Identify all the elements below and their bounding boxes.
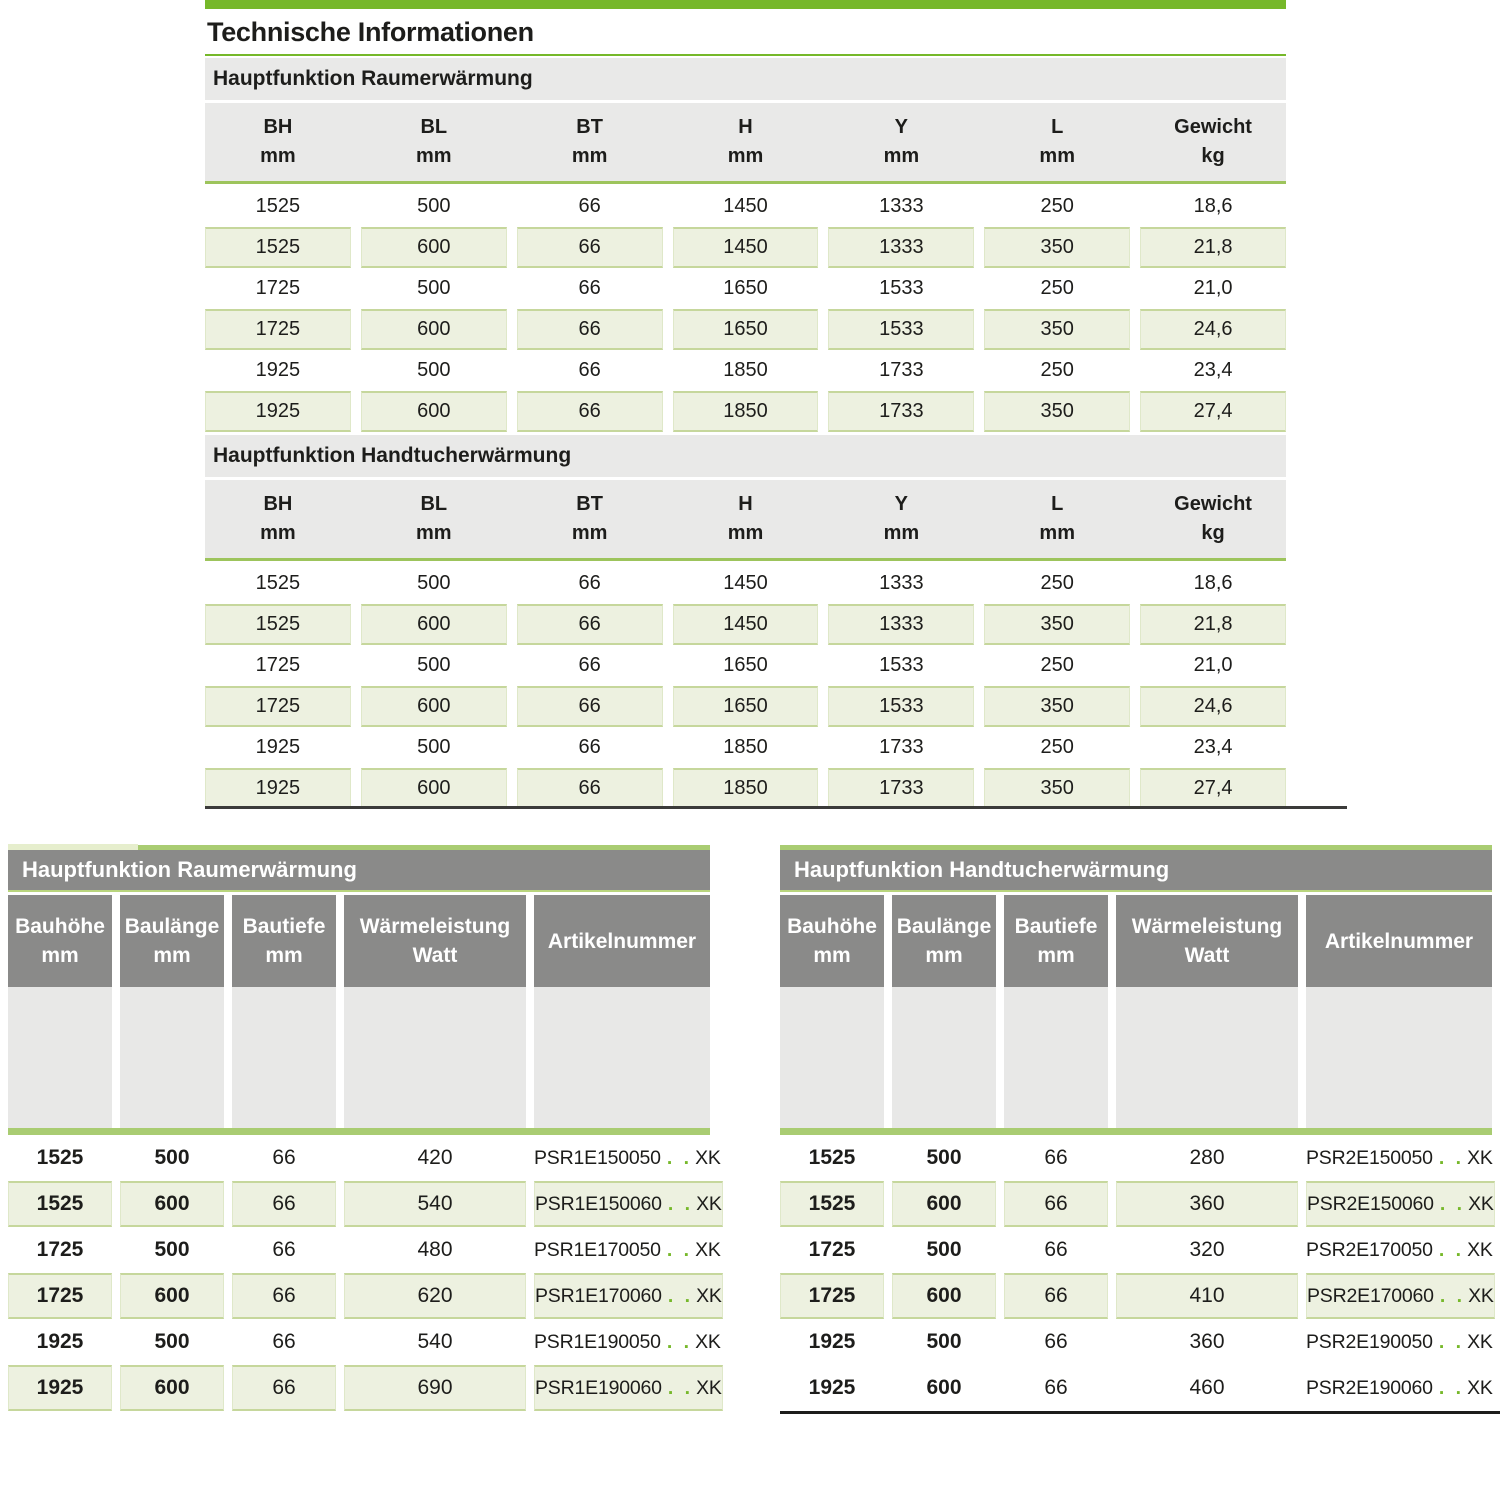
column-unit: mm bbox=[41, 944, 79, 967]
article-number: PSR1E170060 . . XK bbox=[535, 1284, 722, 1307]
table-cell: 66 bbox=[517, 227, 663, 268]
header-separator-bar bbox=[780, 1128, 1492, 1135]
table-cell: 500 bbox=[926, 1330, 962, 1353]
table-cell: 21,0 bbox=[1193, 654, 1233, 676]
table-cell: 21,8 bbox=[1140, 604, 1286, 645]
technical-info-section bbox=[205, 0, 1286, 809]
column-unit: kg bbox=[1201, 145, 1225, 167]
table-cell: 66 bbox=[1044, 1376, 1068, 1399]
column-unit: mm bbox=[260, 522, 296, 544]
column-label: BH bbox=[263, 116, 293, 138]
column-unit: mm bbox=[1039, 522, 1075, 544]
table-cell: 1333 bbox=[828, 227, 974, 268]
spacer-cell bbox=[8, 987, 112, 1128]
table-cell: 460 bbox=[1189, 1376, 1225, 1399]
column-label: Bautiefe bbox=[1014, 915, 1098, 938]
spec-column-header bbox=[984, 113, 1130, 171]
order-column-header bbox=[232, 895, 336, 987]
column-unit: mm bbox=[727, 145, 764, 167]
article-number-cell bbox=[1306, 1273, 1495, 1319]
table-cell: 1450 bbox=[723, 195, 768, 217]
order-table-bottom-rule bbox=[780, 1411, 1500, 1414]
order-table-spacer bbox=[780, 987, 1492, 1128]
table-cell: 1925 bbox=[808, 1376, 856, 1399]
table-row bbox=[780, 1273, 1492, 1319]
table-row bbox=[780, 1181, 1492, 1227]
table-cell: 500 bbox=[417, 277, 451, 299]
table-cell: 1733 bbox=[828, 391, 974, 432]
table-cell: 1733 bbox=[879, 736, 924, 758]
article-number: PSR2E190060 . . XK bbox=[1306, 1376, 1493, 1399]
table-cell: 500 bbox=[417, 195, 451, 217]
table-cell: 1533 bbox=[828, 309, 974, 350]
order-table-title: Hauptfunktion Raumerwärmung bbox=[8, 850, 710, 892]
order-table-header bbox=[780, 895, 1492, 987]
table-cell: 1925 bbox=[205, 768, 351, 809]
table-cell: 600 bbox=[926, 1376, 962, 1399]
table-cell: 1725 bbox=[808, 1238, 856, 1261]
article-placeholder-dots: . . bbox=[1438, 1330, 1465, 1353]
table-cell: 66 bbox=[578, 736, 601, 758]
table-cell: 420 bbox=[417, 1146, 453, 1169]
table-row bbox=[8, 1135, 721, 1181]
table-cell: 66 bbox=[578, 277, 601, 299]
table-cell: 66 bbox=[517, 309, 663, 350]
table-cell: 1925 bbox=[255, 736, 301, 758]
page-title: Technische Informationen bbox=[207, 17, 534, 47]
table-row bbox=[205, 563, 1286, 604]
order-column-header bbox=[780, 895, 884, 987]
order-table-header bbox=[8, 895, 710, 987]
table-cell: 600 bbox=[892, 1273, 996, 1319]
table-cell: 1733 bbox=[828, 768, 974, 809]
table-cell: 66 bbox=[578, 359, 601, 381]
article-number-cell bbox=[1306, 1135, 1493, 1181]
table-cell: 690 bbox=[344, 1365, 526, 1411]
table-cell: 1533 bbox=[879, 277, 924, 299]
article-number: PSR1E150060 . . XK bbox=[535, 1192, 722, 1215]
table-cell: 66 bbox=[232, 1273, 336, 1319]
table-cell: 1650 bbox=[673, 309, 819, 350]
spacer-cell bbox=[1306, 987, 1492, 1128]
table-cell: 1525 bbox=[8, 1181, 112, 1227]
table-cell: 600 bbox=[120, 1365, 224, 1411]
spacer-cell bbox=[1116, 987, 1298, 1128]
table-row bbox=[205, 727, 1286, 768]
column-label: Artikelnummer bbox=[547, 929, 697, 953]
article-number-cell bbox=[534, 1273, 723, 1319]
table-cell: 600 bbox=[361, 604, 507, 645]
table-cell: 1525 bbox=[255, 572, 301, 594]
column-unit: mm bbox=[883, 145, 920, 167]
order-column-header bbox=[344, 895, 526, 987]
table-cell: 600 bbox=[120, 1273, 224, 1319]
table-row bbox=[780, 1227, 1492, 1273]
table-row bbox=[780, 1365, 1492, 1411]
spec-table-header bbox=[205, 103, 1286, 184]
table-row bbox=[8, 1273, 722, 1319]
table-cell: 66 bbox=[578, 654, 601, 676]
article-number: PSR2E190050 . . XK bbox=[1306, 1330, 1493, 1353]
table-row bbox=[205, 227, 1286, 268]
order-column-header bbox=[8, 895, 112, 987]
article-placeholder-dots: . . bbox=[666, 1238, 693, 1261]
order-column-header bbox=[534, 895, 710, 987]
table-cell: 500 bbox=[154, 1238, 190, 1261]
table-row bbox=[8, 1319, 721, 1365]
section-title-band: Hauptfunktion Raumerwärmung bbox=[205, 58, 1286, 100]
order-table-body bbox=[780, 1135, 1492, 1411]
table-cell: 66 bbox=[272, 1146, 296, 1169]
column-unit: mm bbox=[1037, 944, 1075, 967]
table-row bbox=[205, 604, 1286, 645]
table-cell: 18,6 bbox=[1193, 572, 1233, 594]
spacer-cell bbox=[534, 987, 710, 1128]
column-unit: mm bbox=[153, 944, 191, 967]
table-cell: 27,4 bbox=[1140, 391, 1286, 432]
table-row bbox=[205, 350, 1286, 391]
order-column-header bbox=[892, 895, 996, 987]
table-cell: 1925 bbox=[255, 359, 301, 381]
table-cell: 1650 bbox=[673, 686, 819, 727]
order-column-header bbox=[1116, 895, 1298, 987]
table-row bbox=[8, 1227, 721, 1273]
table-cell: 350 bbox=[984, 768, 1130, 809]
table-cell: 1725 bbox=[205, 686, 351, 727]
table-cell: 1525 bbox=[36, 1146, 84, 1169]
column-unit: mm bbox=[415, 145, 452, 167]
table-cell: 600 bbox=[361, 309, 507, 350]
table-cell: 600 bbox=[892, 1181, 996, 1227]
table-cell: 500 bbox=[417, 654, 451, 676]
table-cell: 600 bbox=[361, 768, 507, 809]
table-cell: 27,4 bbox=[1140, 768, 1286, 809]
table-cell: 66 bbox=[272, 1330, 296, 1353]
article-number: PSR1E150050 . . XK bbox=[534, 1146, 721, 1169]
column-unit: Watt bbox=[412, 944, 458, 967]
article-number-cell bbox=[1306, 1181, 1495, 1227]
article-number: PSR2E170050 . . XK bbox=[1306, 1238, 1493, 1261]
table-cell: 1725 bbox=[36, 1238, 84, 1261]
table-cell: 21,8 bbox=[1140, 227, 1286, 268]
table-cell: 500 bbox=[926, 1146, 962, 1169]
table-cell: 500 bbox=[926, 1238, 962, 1261]
column-label: Bauhöhe bbox=[787, 915, 877, 938]
table-cell: 250 bbox=[1040, 277, 1074, 299]
table-row bbox=[205, 391, 1286, 432]
article-placeholder-dots: . . bbox=[1438, 1238, 1465, 1261]
order-column-header bbox=[1306, 895, 1492, 987]
column-unit: kg bbox=[1201, 522, 1225, 544]
column-label: H bbox=[738, 493, 753, 515]
order-table-body bbox=[8, 1135, 722, 1411]
order-column-header bbox=[1004, 895, 1108, 987]
table-cell: 1650 bbox=[723, 277, 768, 299]
column-unit: mm bbox=[571, 145, 608, 167]
decor-strip bbox=[8, 844, 138, 850]
article-number: PSR1E190060 . . XK bbox=[535, 1376, 722, 1399]
table-cell: 66 bbox=[232, 1365, 336, 1411]
column-unit: mm bbox=[883, 522, 920, 544]
spec-table-header bbox=[205, 480, 1286, 561]
table-cell: 500 bbox=[154, 1330, 190, 1353]
column-label: Gewicht bbox=[1174, 493, 1252, 515]
table-cell: 21,0 bbox=[1193, 277, 1233, 299]
table-cell: 66 bbox=[578, 572, 601, 594]
table-cell: 66 bbox=[1004, 1181, 1108, 1227]
table-cell: 66 bbox=[517, 604, 663, 645]
table-cell: 1533 bbox=[828, 686, 974, 727]
article-placeholder-dots: . . bbox=[1438, 1376, 1465, 1399]
column-label: Baulänge bbox=[896, 915, 992, 938]
table-cell: 1850 bbox=[673, 768, 819, 809]
table-cell: 1725 bbox=[255, 654, 301, 676]
table-cell: 350 bbox=[984, 604, 1130, 645]
table-cell: 1925 bbox=[205, 391, 351, 432]
spec-column-header bbox=[205, 113, 351, 171]
table-cell: 18,6 bbox=[1193, 195, 1233, 217]
table-cell: 620 bbox=[344, 1273, 526, 1319]
table-cell: 1525 bbox=[255, 195, 301, 217]
spec-table-body bbox=[205, 186, 1286, 432]
table-cell: 1650 bbox=[723, 654, 768, 676]
spec-column-header bbox=[673, 490, 819, 548]
table-cell: 500 bbox=[417, 572, 451, 594]
table-row bbox=[205, 268, 1286, 309]
spec-column-header bbox=[828, 113, 974, 171]
table-row bbox=[780, 1135, 1492, 1181]
top-accent-bar bbox=[205, 0, 1286, 9]
article-number: PSR2E150060 . . XK bbox=[1307, 1192, 1494, 1215]
column-label: Bautiefe bbox=[242, 915, 326, 938]
table-cell: 1525 bbox=[780, 1181, 884, 1227]
spacer-cell bbox=[232, 987, 336, 1128]
table-cell: 350 bbox=[984, 391, 1130, 432]
article-number-cell bbox=[534, 1227, 721, 1273]
table-cell: 66 bbox=[517, 768, 663, 809]
column-unit: mm bbox=[260, 145, 296, 167]
column-label: L bbox=[1051, 493, 1064, 515]
table-cell: 1725 bbox=[8, 1273, 112, 1319]
column-label: BL bbox=[420, 116, 448, 138]
column-label: Y bbox=[894, 116, 909, 138]
table-cell: 600 bbox=[361, 227, 507, 268]
spec-column-header bbox=[361, 113, 507, 171]
table-cell: 1925 bbox=[808, 1330, 856, 1353]
column-unit: mm bbox=[1039, 145, 1075, 167]
order-table-handtucherwaermung bbox=[780, 845, 1492, 1414]
table-cell: 480 bbox=[417, 1238, 453, 1261]
table-cell: 350 bbox=[984, 309, 1130, 350]
article-number: PSR1E190050 . . XK bbox=[534, 1330, 721, 1353]
article-number-cell bbox=[1306, 1227, 1493, 1273]
table-cell: 66 bbox=[1044, 1238, 1068, 1261]
column-label: Wärmeleistung bbox=[1131, 915, 1283, 938]
table-cell: 66 bbox=[1044, 1330, 1068, 1353]
table-cell: 1450 bbox=[673, 604, 819, 645]
table-cell: 250 bbox=[1040, 195, 1074, 217]
article-number-cell bbox=[534, 1135, 721, 1181]
article-number-cell bbox=[1306, 1365, 1493, 1411]
column-label: BL bbox=[420, 493, 448, 515]
spec-table-body bbox=[205, 563, 1286, 809]
spacer-cell bbox=[892, 987, 996, 1128]
table-cell: 66 bbox=[272, 1238, 296, 1261]
column-unit: mm bbox=[265, 944, 303, 967]
spacer-cell bbox=[120, 987, 224, 1128]
table-cell: 1533 bbox=[879, 654, 924, 676]
table-cell: 1925 bbox=[36, 1330, 84, 1353]
table-cell: 66 bbox=[1004, 1273, 1108, 1319]
table-cell: 410 bbox=[1116, 1273, 1298, 1319]
article-placeholder-dots: . . bbox=[667, 1192, 694, 1215]
spec-column-header bbox=[828, 490, 974, 548]
table-cell: 1733 bbox=[879, 359, 924, 381]
title-divider bbox=[205, 54, 1286, 56]
table-row bbox=[8, 1365, 722, 1411]
article-number: PSR2E170060 . . XK bbox=[1307, 1284, 1494, 1307]
spacer-cell bbox=[1004, 987, 1108, 1128]
spec-column-header bbox=[1140, 490, 1286, 548]
table-cell: 24,6 bbox=[1140, 309, 1286, 350]
table-cell: 500 bbox=[154, 1146, 190, 1169]
order-table-spacer bbox=[8, 987, 710, 1128]
table-cell: 600 bbox=[120, 1181, 224, 1227]
column-label: H bbox=[738, 116, 753, 138]
table-cell: 350 bbox=[984, 686, 1130, 727]
spec-column-header bbox=[984, 490, 1130, 548]
table-cell: 320 bbox=[1189, 1238, 1225, 1261]
column-label: Bauhöhe bbox=[15, 915, 105, 938]
table-cell: 540 bbox=[344, 1181, 526, 1227]
table-cell: 250 bbox=[1040, 359, 1074, 381]
table-cell: 1725 bbox=[255, 277, 301, 299]
section-title-band: Hauptfunktion Handtucherwärmung bbox=[205, 435, 1286, 477]
table-row bbox=[205, 768, 1286, 809]
column-unit: Watt bbox=[1184, 944, 1230, 967]
column-label: BH bbox=[263, 493, 293, 515]
spec-tables-container bbox=[205, 58, 1286, 809]
article-placeholder-dots: . . bbox=[1439, 1192, 1466, 1215]
table-cell: 1333 bbox=[879, 195, 924, 217]
spec-column-header bbox=[673, 113, 819, 171]
article-number: PSR1E170050 . . XK bbox=[534, 1238, 721, 1261]
header-separator-bar bbox=[8, 1128, 710, 1135]
spec-column-header bbox=[361, 490, 507, 548]
table-cell: 1850 bbox=[673, 391, 819, 432]
spec-column-header bbox=[205, 490, 351, 548]
spec-section-bottom-rule bbox=[205, 806, 1347, 809]
column-unit: mm bbox=[925, 944, 963, 967]
column-label: Wärmeleistung bbox=[359, 915, 511, 938]
table-cell: 1450 bbox=[723, 572, 768, 594]
table-row bbox=[780, 1319, 1492, 1365]
spec-column-header bbox=[517, 490, 663, 548]
table-cell: 280 bbox=[1189, 1146, 1225, 1169]
table-cell: 1850 bbox=[723, 736, 768, 758]
table-cell: 1525 bbox=[205, 604, 351, 645]
table-cell: 250 bbox=[1040, 572, 1074, 594]
table-cell: 1850 bbox=[723, 359, 768, 381]
table-row bbox=[205, 309, 1286, 350]
spacer-cell bbox=[780, 987, 884, 1128]
table-cell: 1525 bbox=[205, 227, 351, 268]
article-placeholder-dots: . . bbox=[667, 1376, 694, 1399]
column-label: BT bbox=[576, 116, 603, 138]
table-cell: 540 bbox=[417, 1330, 453, 1353]
column-label: Gewicht bbox=[1174, 116, 1252, 138]
table-cell: 66 bbox=[232, 1181, 336, 1227]
table-cell: 360 bbox=[1116, 1181, 1298, 1227]
article-number-cell bbox=[534, 1365, 723, 1411]
table-cell: 1925 bbox=[8, 1365, 112, 1411]
table-row bbox=[205, 686, 1286, 727]
table-cell: 66 bbox=[1044, 1146, 1068, 1169]
table-cell: 500 bbox=[417, 736, 451, 758]
table-row bbox=[205, 645, 1286, 686]
article-placeholder-dots: . . bbox=[1438, 1146, 1465, 1169]
column-label: Y bbox=[894, 493, 909, 515]
article-placeholder-dots: . . bbox=[666, 1146, 693, 1169]
column-label: L bbox=[1051, 116, 1064, 138]
column-unit: mm bbox=[415, 522, 452, 544]
table-cell: 250 bbox=[1040, 654, 1074, 676]
table-cell: 1725 bbox=[780, 1273, 884, 1319]
table-cell: 1525 bbox=[808, 1146, 856, 1169]
spacer-cell bbox=[344, 987, 526, 1128]
spec-column-header bbox=[1140, 113, 1286, 171]
table-cell: 500 bbox=[417, 359, 451, 381]
table-cell: 1333 bbox=[828, 604, 974, 645]
column-label: Baulänge bbox=[124, 915, 220, 938]
table-cell: 600 bbox=[361, 391, 507, 432]
article-number-cell bbox=[534, 1319, 721, 1365]
table-cell: 1333 bbox=[879, 572, 924, 594]
article-placeholder-dots: . . bbox=[1439, 1284, 1466, 1307]
table-cell: 23,4 bbox=[1193, 736, 1233, 758]
article-number-cell bbox=[534, 1181, 723, 1227]
table-cell: 24,6 bbox=[1140, 686, 1286, 727]
article-number: PSR2E150050 . . XK bbox=[1306, 1146, 1493, 1169]
column-label: BT bbox=[576, 493, 603, 515]
column-unit: mm bbox=[727, 522, 764, 544]
order-column-header bbox=[120, 895, 224, 987]
table-cell: 66 bbox=[517, 686, 663, 727]
table-cell: 23,4 bbox=[1193, 359, 1233, 381]
column-unit: mm bbox=[813, 944, 851, 967]
table-cell: 1725 bbox=[205, 309, 351, 350]
article-placeholder-dots: . . bbox=[666, 1330, 693, 1353]
table-row bbox=[8, 1181, 722, 1227]
order-table-title: Hauptfunktion Handtucherwärmung bbox=[780, 850, 1492, 892]
column-label: Artikelnummer bbox=[1324, 929, 1474, 953]
table-cell: 350 bbox=[984, 227, 1130, 268]
article-placeholder-dots: . . bbox=[667, 1284, 694, 1307]
column-unit: mm bbox=[571, 522, 608, 544]
table-cell: 360 bbox=[1189, 1330, 1225, 1353]
table-cell: 600 bbox=[361, 686, 507, 727]
table-cell: 66 bbox=[578, 195, 601, 217]
table-row bbox=[205, 186, 1286, 227]
table-cell: 250 bbox=[1040, 736, 1074, 758]
article-number-cell bbox=[1306, 1319, 1493, 1365]
table-cell: 1450 bbox=[673, 227, 819, 268]
order-table-raumerwaermung bbox=[8, 845, 722, 1411]
spec-column-header bbox=[517, 113, 663, 171]
table-cell: 66 bbox=[517, 391, 663, 432]
